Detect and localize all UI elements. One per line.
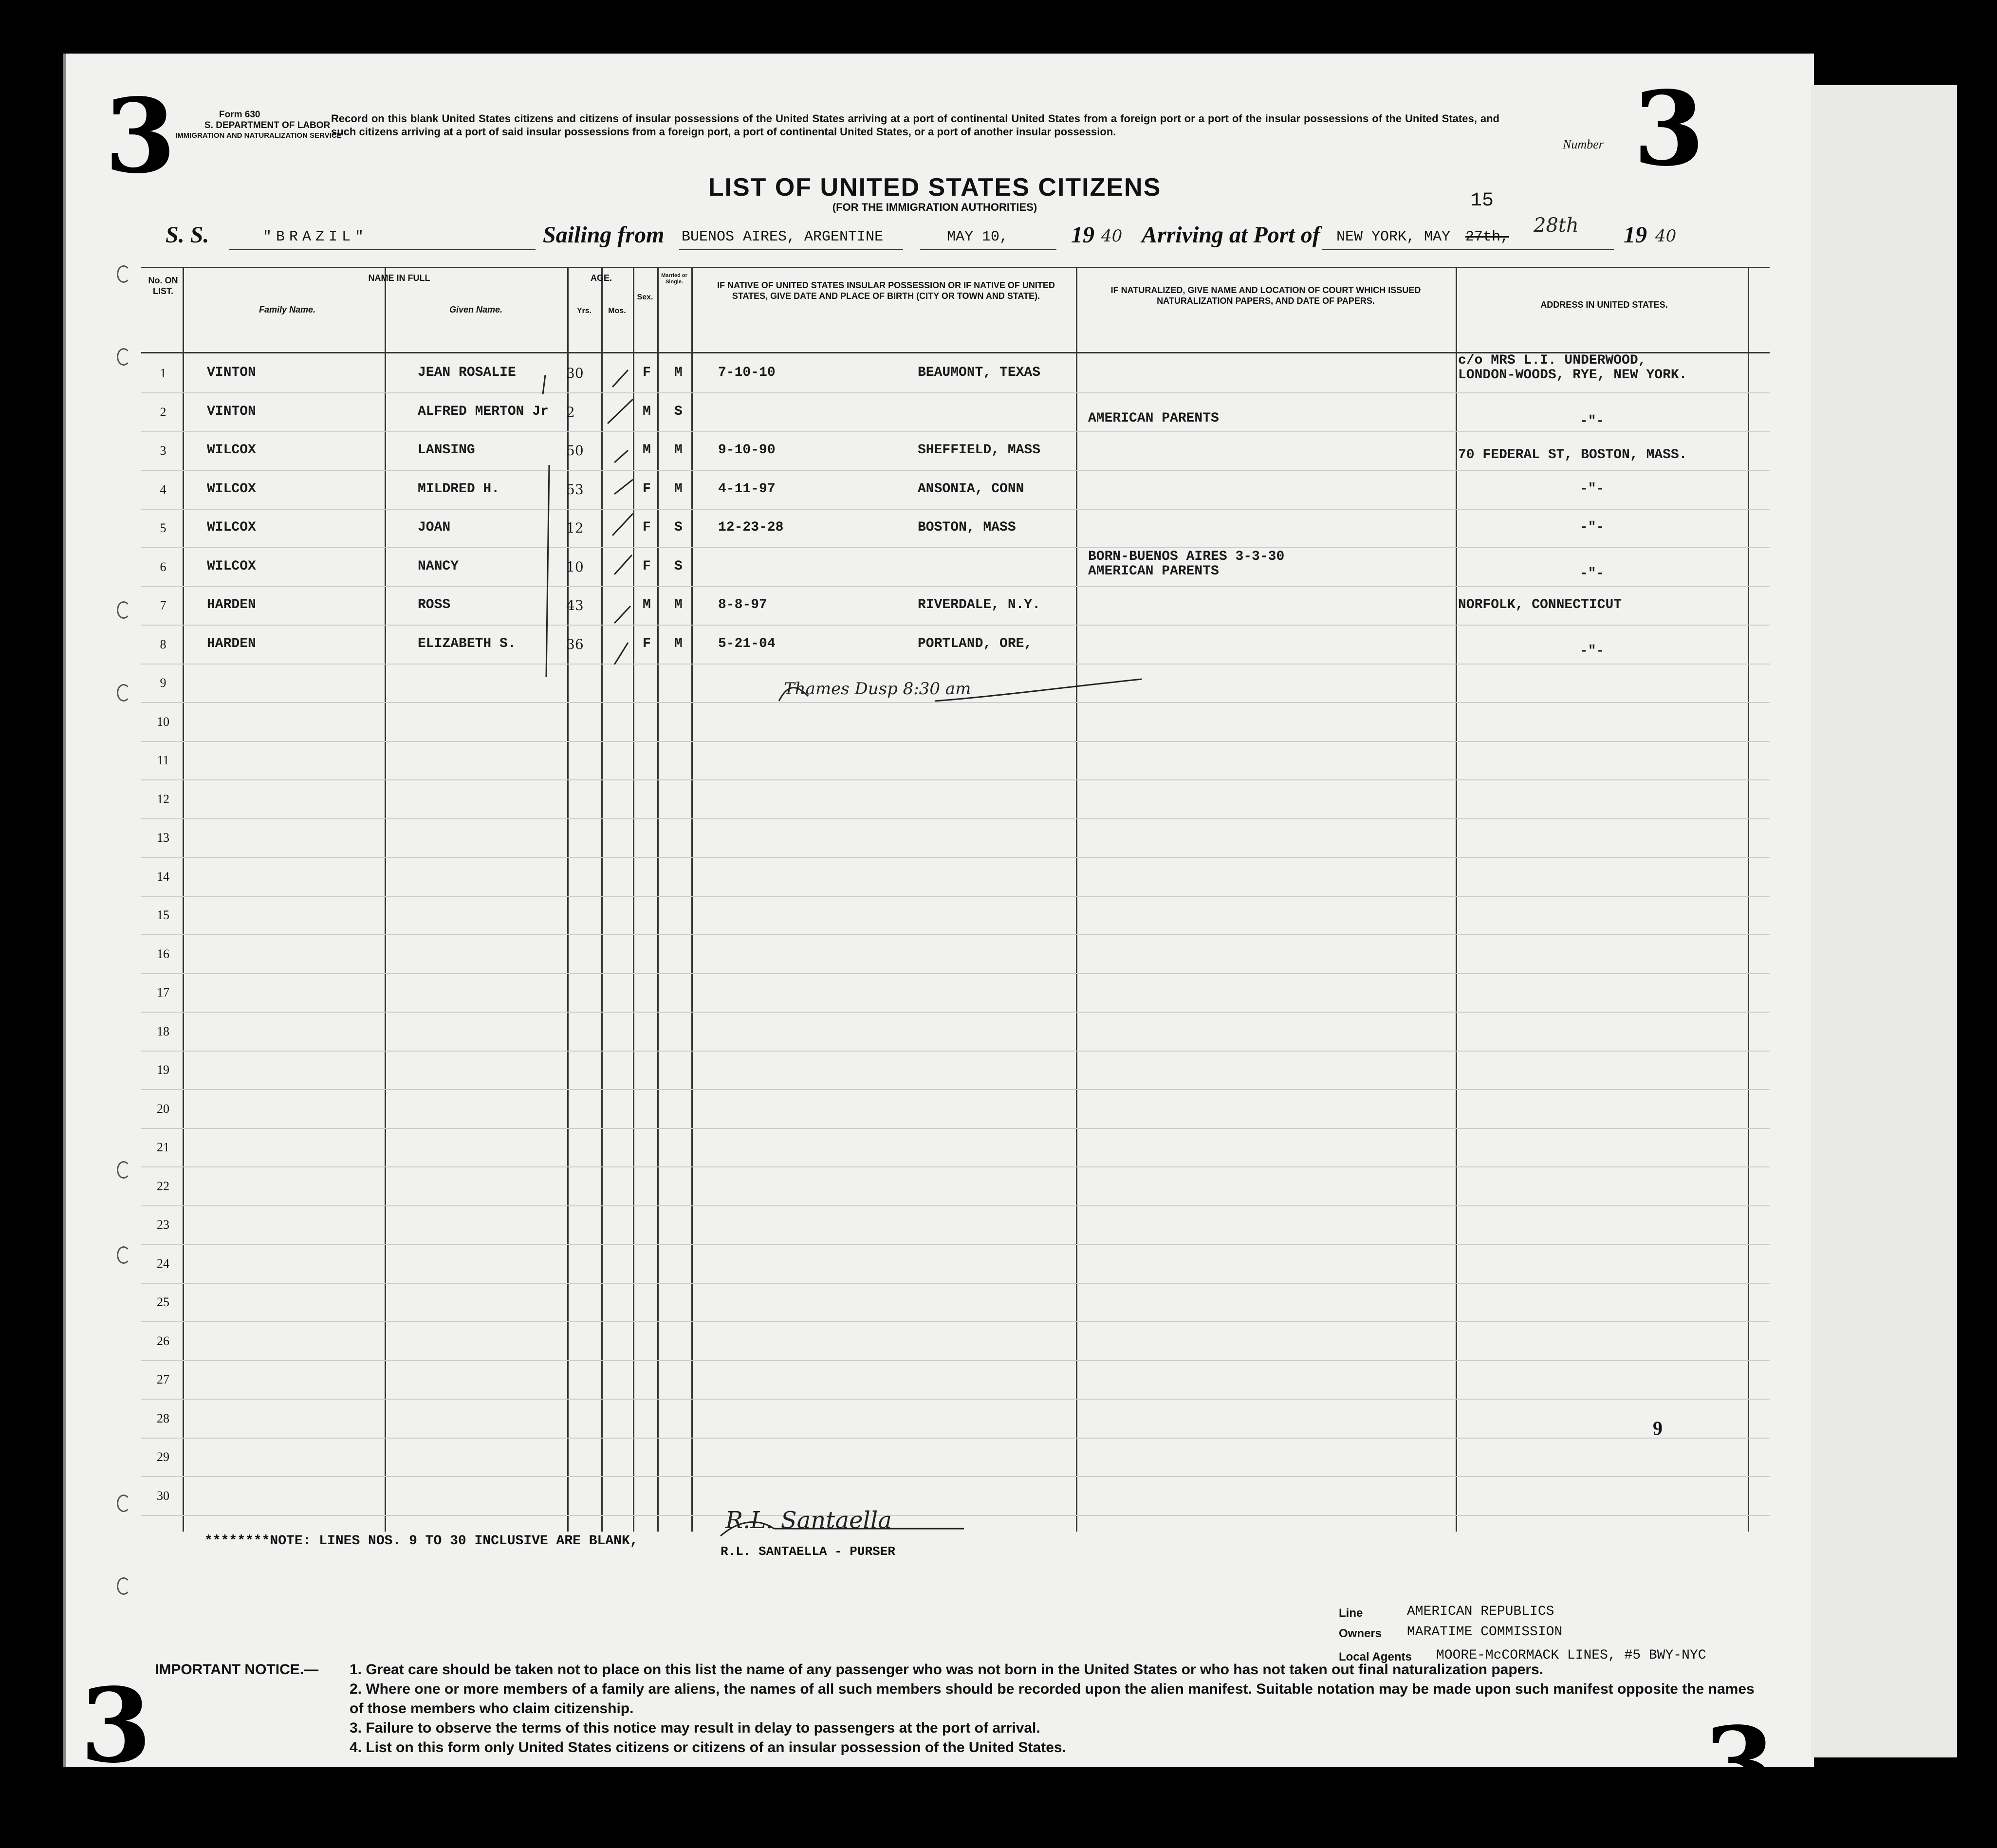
corner-number-bottom-right: 3 bbox=[1704, 1704, 1775, 1825]
arrival-year-prefix: 19 bbox=[1624, 222, 1647, 248]
row-number: 6 bbox=[160, 559, 166, 574]
col-married: Married or Single. bbox=[661, 273, 687, 285]
row-number: 18 bbox=[157, 1024, 169, 1038]
cell-yrs: 2 bbox=[566, 404, 575, 420]
page-subtitle: (FOR THE IMMIGRATION AUTHORITIES) bbox=[832, 201, 1037, 213]
cell-nat: BORN-BUENOS AIRES 3-3-30 bbox=[1088, 549, 1285, 564]
line-value: AMERICAN REPUBLICS bbox=[1407, 1604, 1554, 1619]
agents-value: MOORE-McCORMACK LINES, #5 BWY-NYC bbox=[1436, 1648, 1706, 1663]
line-label: Line bbox=[1339, 1607, 1363, 1620]
punch-hole bbox=[117, 348, 130, 366]
purser-name: R.L. SANTAELLA - PURSER bbox=[721, 1544, 895, 1559]
cell-addr: NORFOLK, CONNECTICUT bbox=[1458, 597, 1622, 612]
cell-bdate: 12-23-28 bbox=[718, 520, 784, 535]
cell-sex: F bbox=[643, 481, 651, 497]
cell-bplace: PORTLAND, ORE, bbox=[918, 636, 1033, 651]
sailing-label: Sailing from bbox=[543, 222, 665, 248]
footer-note bbox=[204, 1534, 638, 1549]
notice-label: IMPORTANT NOTICE.— bbox=[155, 1662, 319, 1678]
punch-hole bbox=[117, 1161, 130, 1179]
note-stars: ******** bbox=[204, 1534, 270, 1549]
notice-item: 1. Great care should be taken not to place on this list the name of any passenger who was not born in the United States or who has not taken out final naturalization papers. bbox=[350, 1662, 1544, 1678]
row-number: 4 bbox=[160, 482, 166, 497]
cell-ms: M bbox=[674, 365, 683, 380]
cell-addr: -"- bbox=[1580, 481, 1605, 497]
cell-bdate: 5-21-04 bbox=[718, 636, 776, 651]
address-care-of: c/o MRS L.I. UNDERWOOD, bbox=[1458, 353, 1646, 368]
row-number: 16 bbox=[157, 946, 169, 961]
cell-given: LANSING bbox=[418, 443, 475, 458]
inspection-signature: Thames Dusp 8:30 am bbox=[784, 679, 971, 699]
row-number: 22 bbox=[157, 1179, 169, 1193]
owners-value: MARATIME COMMISSION bbox=[1407, 1625, 1563, 1640]
punch-hole bbox=[117, 1495, 130, 1512]
year-prefix: 19 bbox=[1071, 222, 1094, 248]
row-number: 26 bbox=[157, 1333, 169, 1348]
ss-label: S. S. bbox=[166, 222, 209, 248]
cell-given: ELIZABETH S. bbox=[418, 636, 516, 651]
departure-year: 40 bbox=[1101, 226, 1123, 246]
arrival-year: 40 bbox=[1655, 226, 1677, 246]
col-name-in-full: NAME IN FULL bbox=[368, 273, 430, 283]
row-number: 23 bbox=[157, 1218, 169, 1232]
cell-ms: M bbox=[674, 443, 683, 458]
cell-family: WILCOX bbox=[207, 558, 256, 574]
punch-hole bbox=[117, 601, 130, 619]
cell-yrs: 36 bbox=[566, 636, 584, 652]
col-native: IF NATIVE OF UNITED STATES INSULAR POSSESSION OR IF NATIVE OF UNITED STATES, GIVE DATE AND PLACE OF BIRTH (CITY OR TOWN AND STATE). bbox=[717, 280, 1055, 301]
cell-bplace: ANSONIA, CONN bbox=[918, 481, 1024, 497]
cell-addr: -"- bbox=[1580, 643, 1605, 659]
cell-ms: M bbox=[674, 636, 683, 651]
row-number: 28 bbox=[157, 1411, 169, 1425]
row-number: 12 bbox=[157, 792, 169, 806]
row-number: 3 bbox=[160, 444, 166, 458]
notice-item: 2. Where one or more members of a family are aliens, the names of all such members should be recorded upon the alien manifest. Suitable notation may be made upon such manifest opposite the names of those members who claim citizenship. bbox=[350, 1681, 1755, 1717]
row-number: 17 bbox=[157, 985, 169, 999]
arriving-label: Arriving at Port of bbox=[1142, 222, 1320, 248]
row-number: 5 bbox=[160, 521, 166, 535]
cell-bdate: 7-10-10 bbox=[718, 365, 776, 380]
note-text: NOTE: LINES NOS. 9 TO 30 INCLUSIVE ARE BLANK, bbox=[270, 1534, 638, 1549]
cell-ms: S bbox=[674, 520, 683, 535]
cell-bplace: BOSTON, MASS bbox=[918, 520, 1016, 535]
arrival-day: 28th bbox=[1534, 214, 1579, 237]
departure-port: BUENOS AIRES, ARGENTINE bbox=[682, 229, 884, 245]
sheet-number: 15 bbox=[1470, 190, 1494, 212]
cell-bplace: BEAUMONT, TEXAS bbox=[918, 365, 1041, 380]
cell-family: WILCOX bbox=[207, 481, 256, 497]
cell-addr: -"- bbox=[1580, 413, 1605, 429]
cell-sex: M bbox=[643, 443, 651, 458]
cell-nat: AMERICAN PARENTS bbox=[1088, 410, 1219, 426]
col-yrs: Yrs. bbox=[576, 307, 592, 315]
cell-nat2: AMERICAN PARENTS bbox=[1088, 563, 1219, 579]
cell-yrs: 53 bbox=[566, 481, 584, 498]
row-number: 7 bbox=[160, 598, 166, 612]
corner-number-top-left: 3 bbox=[105, 76, 176, 196]
row-number: 30 bbox=[157, 1488, 169, 1503]
cell-yrs: 30 bbox=[566, 365, 584, 381]
cell-addr: -"- bbox=[1580, 566, 1605, 581]
corner-number-bottom-left: 3 bbox=[80, 1665, 152, 1786]
cell-ms: M bbox=[674, 597, 683, 612]
row-number: 2 bbox=[160, 405, 166, 419]
notice-item: 3. Failure to observe the terms of this notice may result in delay to passengers at the port of arrival. bbox=[350, 1720, 1040, 1736]
row-number: 24 bbox=[157, 1256, 169, 1271]
row-number: 15 bbox=[157, 908, 169, 922]
row-number: 27 bbox=[157, 1372, 169, 1386]
row-number: 19 bbox=[157, 1063, 169, 1077]
col-naturalized: IF NATURALIZED, GIVE NAME AND LOCATION OF COURT WHICH ISSUED NATURALIZATION PAPERS, AND DATE OF PAPERS. bbox=[1110, 285, 1421, 306]
row-number: 14 bbox=[157, 869, 169, 884]
row-number: 13 bbox=[157, 831, 169, 845]
col-address: ADDRESS IN UNITED STATES. bbox=[1540, 300, 1668, 310]
cell-bdate: 9-10-90 bbox=[718, 443, 776, 458]
cell-family: HARDEN bbox=[207, 597, 256, 612]
cell-yrs: 43 bbox=[566, 597, 584, 613]
cell-family: VINTON bbox=[207, 365, 256, 380]
cell-addr: -"- bbox=[1580, 520, 1605, 535]
cell-given: JEAN ROSALIE bbox=[418, 365, 516, 380]
purser-signature: R.L. Santaella bbox=[725, 1507, 892, 1534]
row-number: 11 bbox=[157, 753, 169, 767]
cell-bplace: RIVERDALE, N.Y. bbox=[918, 597, 1041, 612]
cell-sex: F bbox=[643, 365, 651, 380]
row-number: 21 bbox=[157, 1140, 169, 1154]
cell-bdate: 4-11-97 bbox=[718, 481, 776, 497]
ship-name: "BRAZIL" bbox=[263, 229, 369, 245]
record-instructions: Record on this blank United States citizens and citizens of insular possessions of the United States arriving at a port of continental United States from a foreign port or a port of the insular possessions of the United States, and such citizens arriving at a port of said insular possessions from a foreign port, a port of continental United States, or a port of another insular possession. bbox=[331, 112, 1499, 138]
agents-label: Local Agents bbox=[1339, 1650, 1412, 1663]
margin-number: 9 bbox=[1653, 1417, 1663, 1439]
cell-yrs: 10 bbox=[566, 558, 584, 575]
cell-given: ROSS bbox=[418, 597, 451, 612]
departure-date: MAY 10, bbox=[947, 229, 1009, 245]
form-number: Form 630 bbox=[219, 110, 260, 120]
col-mos: Mos. bbox=[608, 307, 626, 315]
cell-ms: M bbox=[674, 481, 683, 497]
punch-hole bbox=[117, 265, 130, 283]
department: S. DEPARTMENT OF LABOR bbox=[204, 120, 331, 130]
row-number: 8 bbox=[160, 637, 166, 651]
punch-hole bbox=[117, 1577, 130, 1595]
cell-sex: F bbox=[643, 558, 651, 574]
cell-addr: 70 FEDERAL ST, BOSTON, MASS. bbox=[1458, 447, 1687, 462]
col-no: No. ON LIST. bbox=[148, 276, 178, 296]
col-family-name: Family Name. bbox=[259, 305, 316, 314]
number-label: Number bbox=[1563, 137, 1604, 151]
cell-given: ALFRED MERTON Jr bbox=[418, 404, 549, 419]
row-number: 10 bbox=[157, 714, 169, 729]
cell-sex: M bbox=[643, 597, 651, 612]
punch-hole bbox=[117, 684, 130, 702]
row-number: 20 bbox=[157, 1101, 169, 1116]
row-number: 9 bbox=[160, 676, 166, 690]
cell-sex: F bbox=[643, 636, 651, 651]
cell-yrs: 12 bbox=[566, 520, 584, 536]
arrival-port: NEW YORK, MAY bbox=[1336, 229, 1451, 245]
cell-bplace: SHEFFIELD, MASS bbox=[918, 443, 1041, 458]
notice-items bbox=[350, 1660, 1771, 1757]
corner-number-top-right: 3 bbox=[1633, 69, 1705, 189]
struck-day: 27th, bbox=[1465, 229, 1510, 245]
col-age: AGE. bbox=[590, 273, 612, 283]
col-sex: Sex. bbox=[637, 293, 653, 301]
cell-sex: F bbox=[643, 520, 651, 535]
col-given-name: Given Name. bbox=[449, 305, 503, 314]
cell-sex: M bbox=[643, 404, 651, 419]
row-number: 29 bbox=[157, 1450, 169, 1464]
cell-given: NANCY bbox=[418, 558, 459, 574]
cell-family: WILCOX bbox=[207, 520, 256, 535]
cell-family: WILCOX bbox=[207, 443, 256, 458]
cell-addr: LONDON-WOODS, RYE, NEW YORK. bbox=[1458, 368, 1687, 383]
cell-family: VINTON bbox=[207, 404, 256, 419]
page-title: LIST OF UNITED STATES CITIZENS bbox=[708, 173, 1162, 202]
owners-label: Owners bbox=[1339, 1627, 1382, 1640]
cell-family: HARDEN bbox=[207, 636, 256, 651]
punch-hole bbox=[117, 1246, 130, 1264]
row-number: 1 bbox=[160, 366, 166, 380]
cell-ms: S bbox=[674, 404, 683, 419]
row-number: 25 bbox=[157, 1295, 169, 1309]
service: IMMIGRATION AND NATURALIZATION SERVICE bbox=[175, 131, 342, 140]
cell-yrs: 50 bbox=[566, 443, 584, 459]
cell-ms: S bbox=[674, 558, 683, 574]
notice-item: 4. List on this form only United States citizens or citizens of an insular possession of the United States. bbox=[350, 1739, 1066, 1756]
cell-given: JOAN bbox=[418, 520, 451, 535]
cell-bdate: 8-8-97 bbox=[718, 597, 767, 612]
cell-given: MILDRED H. bbox=[418, 481, 500, 497]
